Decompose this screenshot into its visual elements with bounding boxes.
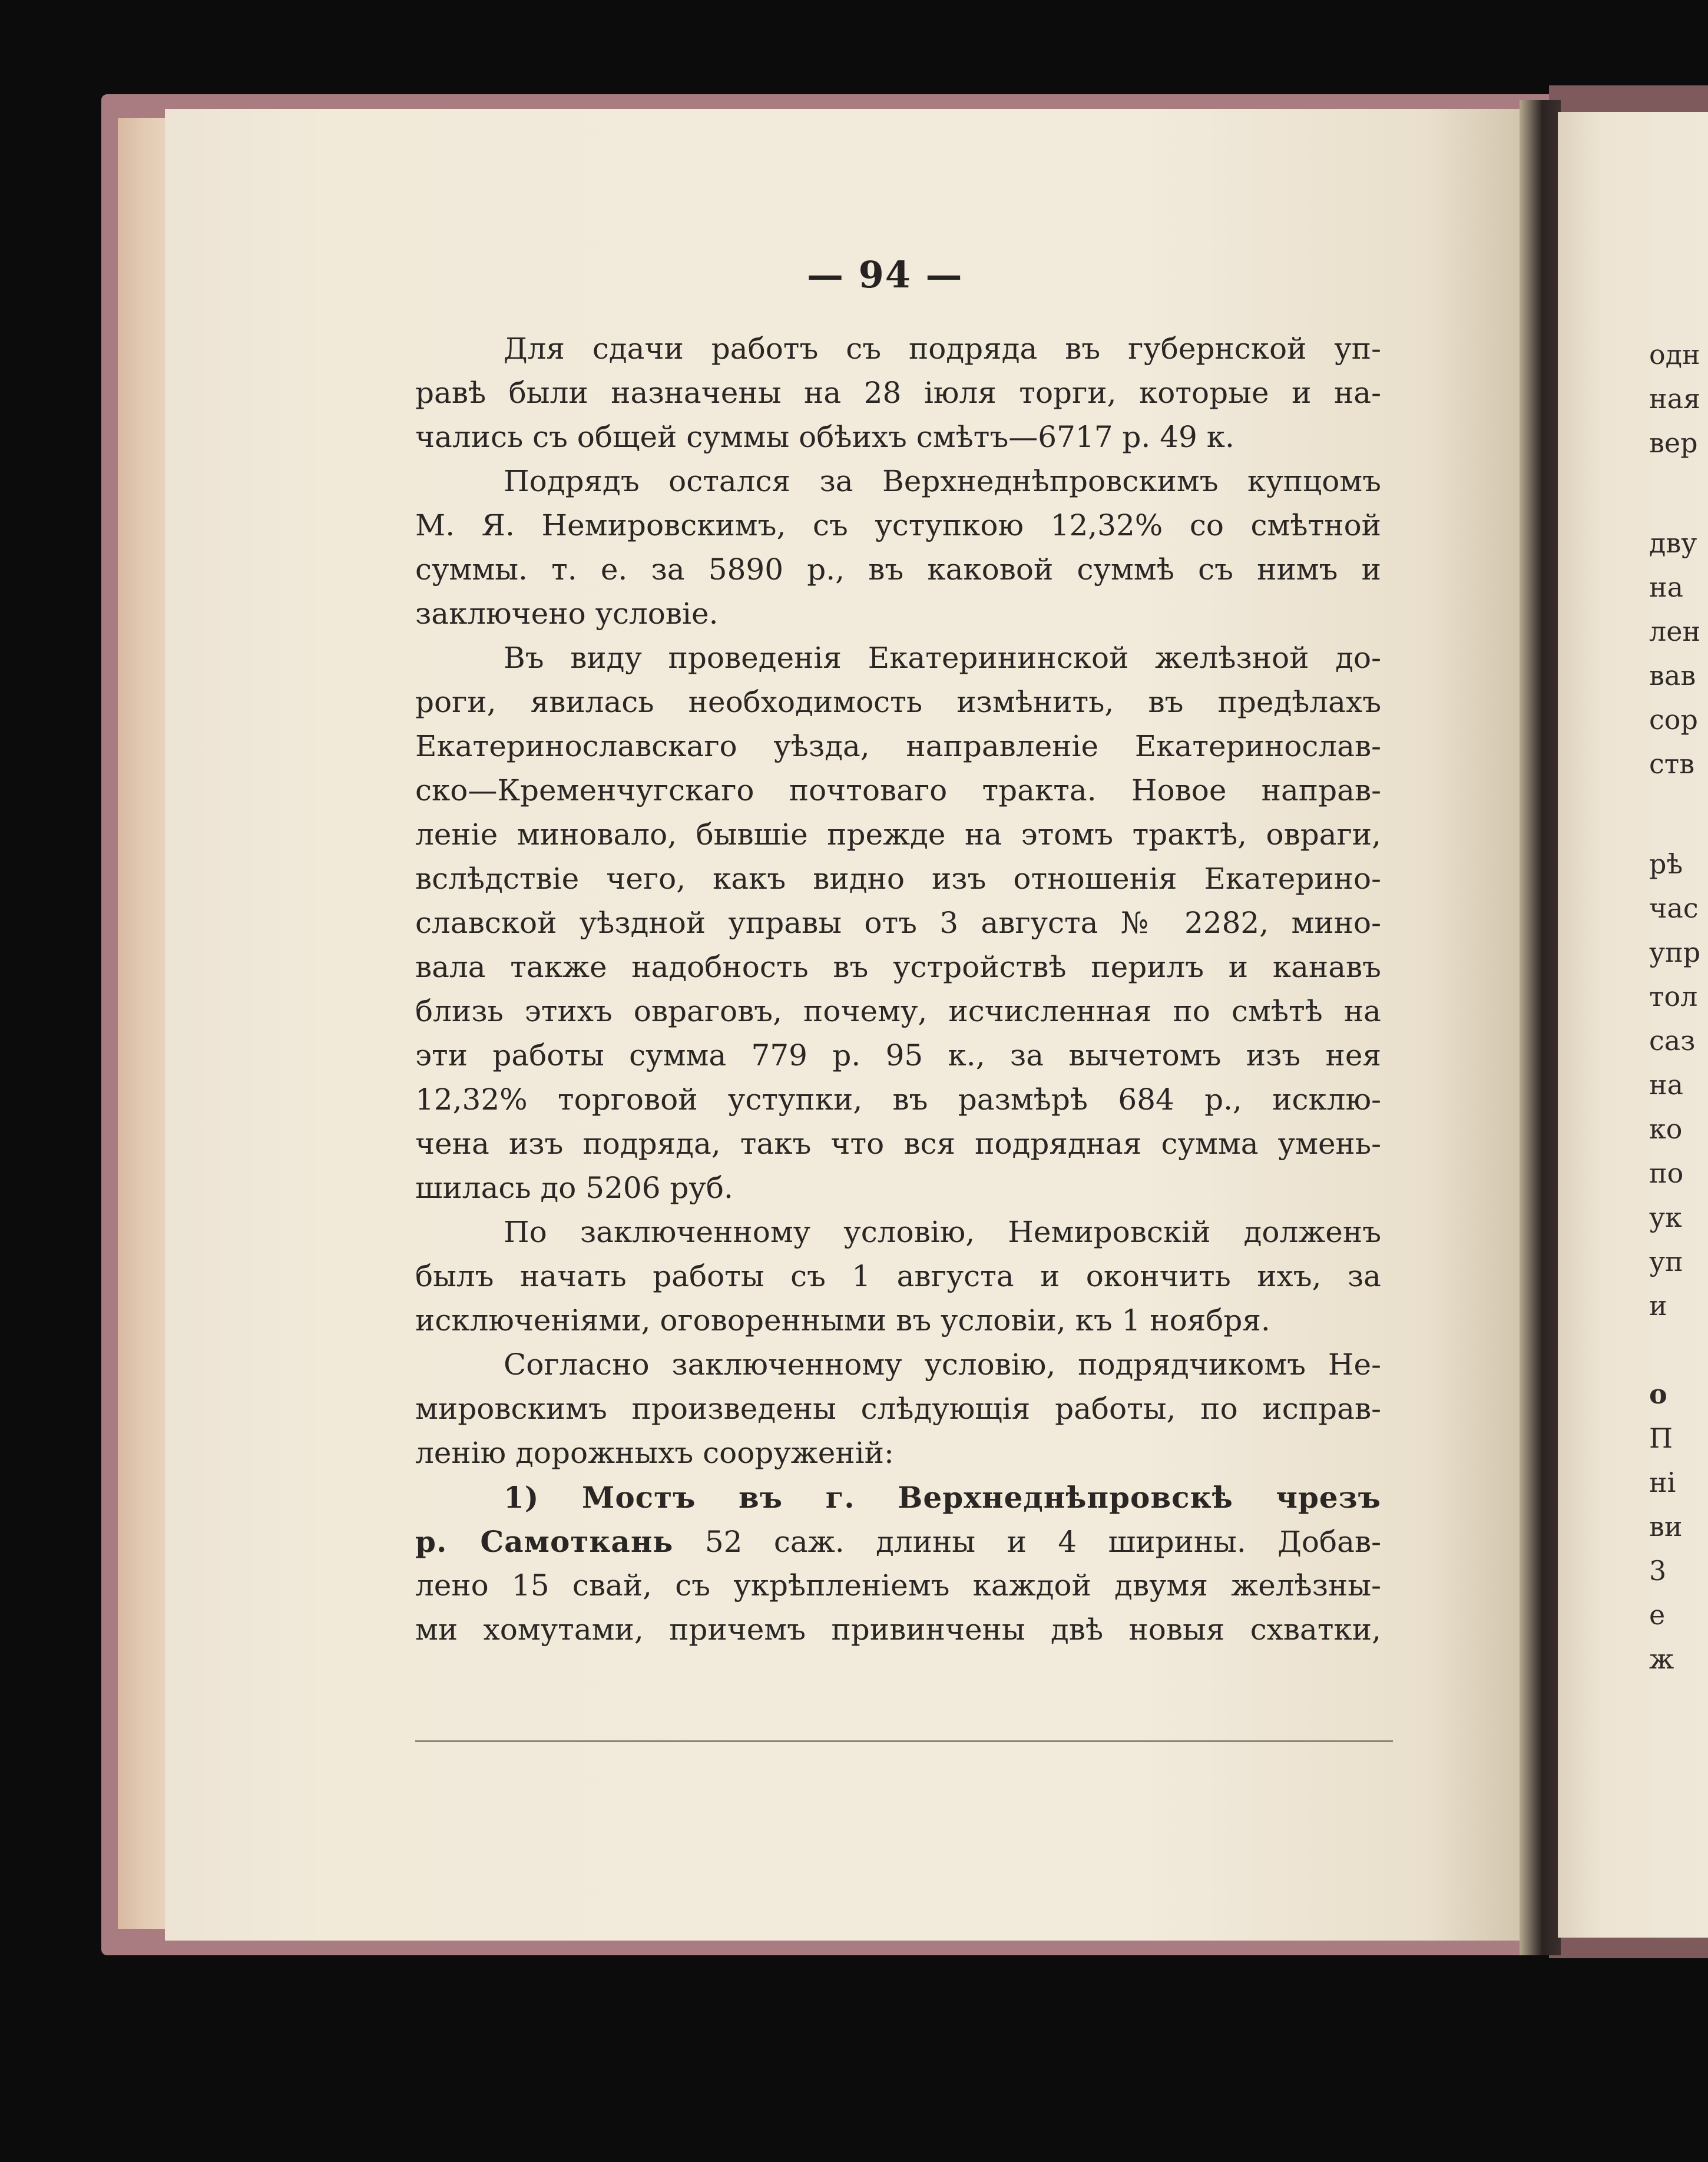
facing-page-fragment: сор (1649, 704, 1698, 736)
facing-page-fragment: вав (1649, 660, 1696, 691)
text-line: заключено условіе. (415, 597, 719, 631)
book-gutter (1520, 100, 1561, 1955)
bottom-rule (415, 1740, 1393, 1742)
text-line: лено 15 свай, съ укрѣпленіемъ каждой двумя желѣзны- (415, 1568, 1381, 1603)
facing-page-fragment: и (1649, 1290, 1667, 1322)
facing-page-fragment: на (1649, 571, 1684, 603)
facing-page-fragment: ви (1649, 1511, 1683, 1542)
section-heading-inline: р. Самоткань (415, 1524, 674, 1559)
facing-page-fragment: час (1649, 892, 1699, 924)
facing-page-fragment: ні (1649, 1466, 1676, 1498)
facing-page-fragment: тол (1649, 981, 1698, 1012)
text-line: вала также надобность въ устройствѣ перилъ и канавъ (415, 950, 1381, 984)
facing-page-fragment: на (1649, 1069, 1684, 1101)
text-line (415, 1519, 1381, 1564)
text-line: ми хомутами, причемъ привинчены двѣ новыя схватки, (415, 1613, 1381, 1647)
facing-page-fragment: ная (1649, 383, 1701, 415)
text-line: Въ виду проведенія Екатерининской желѣзной до- (504, 641, 1381, 675)
facing-page-fragment: упр (1649, 936, 1701, 968)
text-line: Для сдачи работъ съ подряда въ губернской уп- (504, 332, 1381, 366)
text-line: Подрядъ остался за Верхнеднѣпровскимъ купцомъ (504, 464, 1381, 498)
text-line-content: 52 саж. длины и 4 ширины. Добав- (673, 1525, 1381, 1559)
page-number: — 94 — (807, 253, 964, 296)
text-line: 1) Мостъ въ г. Верхнеднѣпровскѣ чрезъ (504, 1480, 1381, 1515)
text-line: былъ начать работы съ 1 августа и окончить ихъ, за (415, 1259, 1381, 1293)
text-line: М. Я. Немировскимъ, съ уступкою 12,32% со смѣтной (415, 508, 1381, 542)
facing-page-fragment: е (1649, 1599, 1666, 1631)
text-line: леніе миновало, бывшіе прежде на этомъ трактѣ, овраги, (415, 817, 1381, 852)
text-line: исключеніями, оговоренными въ условіи, къ 1 ноября. (415, 1303, 1270, 1337)
text-line: славской уѣздной управы отъ 3 августа № 2282, мино- (415, 906, 1381, 940)
text-line: Екатеринославскаго уѣзда, направленіе Екатеринослав- (415, 729, 1381, 763)
text-line: равѣ были назначены на 28 іюля торги, которые и на- (415, 376, 1381, 410)
facing-page-fragment: одн (1649, 339, 1700, 370)
facing-page-fragment: вер (1649, 427, 1698, 459)
text-line: чались съ общей суммы обѣихъ смѣтъ—6717 р. 49 к. (415, 420, 1234, 454)
text-line: чена изъ подряда, такъ что вся подрядная сумма умень- (415, 1127, 1381, 1161)
facing-page-fragment: рѣ (1649, 848, 1683, 880)
text-line: Согласно заключенному условію, подрядчикомъ Не- (504, 1347, 1381, 1382)
text-line: эти работы сумма 779 р. 95 к., за вычетомъ изъ нея (415, 1038, 1381, 1072)
facing-page-fragment: ук (1649, 1201, 1682, 1233)
text-line: ско—Кременчугскаго почтоваго тракта. Новое направ- (415, 773, 1381, 807)
text-line: суммы. т. е. за 5890 р., въ каковой суммѣ съ нимъ и (415, 552, 1381, 587)
facing-page-fragment: о (1649, 1378, 1667, 1410)
page-body-text (415, 327, 1381, 1652)
facing-page-fragment: по (1649, 1157, 1684, 1189)
text-line: вслѣдствіе чего, какъ видно изъ отношенія Екатерино- (415, 862, 1381, 896)
facing-page-fragment: уп (1649, 1246, 1683, 1277)
facing-page-fragment: ств (1649, 748, 1695, 780)
facing-page-fragment: лен (1649, 615, 1701, 647)
text-line: шилась до 5206 руб. (415, 1171, 733, 1205)
facing-page-fragment: П (1649, 1422, 1673, 1454)
text-line: мировскимъ произведены слѣдующія работы, по исправ- (415, 1392, 1381, 1426)
text-line: По заключенному условію, Немировскій долженъ (504, 1215, 1381, 1249)
facing-page-fragment: 3 (1649, 1555, 1667, 1587)
facing-page-fragment: дву (1649, 527, 1697, 559)
facing-page-fragment: ж (1649, 1643, 1674, 1675)
text-line: близь этихъ овраговъ, почему, исчисленная по смѣтѣ на (415, 994, 1381, 1028)
text-line: 12,32% торговой уступки, въ размѣрѣ 684 р., исклю- (415, 1082, 1381, 1117)
facing-page-fragment: саз (1649, 1025, 1696, 1057)
text-line: роги, явилась необходимость измѣнить, въ предѣлахъ (415, 685, 1381, 719)
text-line: ленію дорожныхъ сооруженій: (415, 1436, 894, 1470)
facing-page-fragment: ко (1649, 1113, 1683, 1145)
